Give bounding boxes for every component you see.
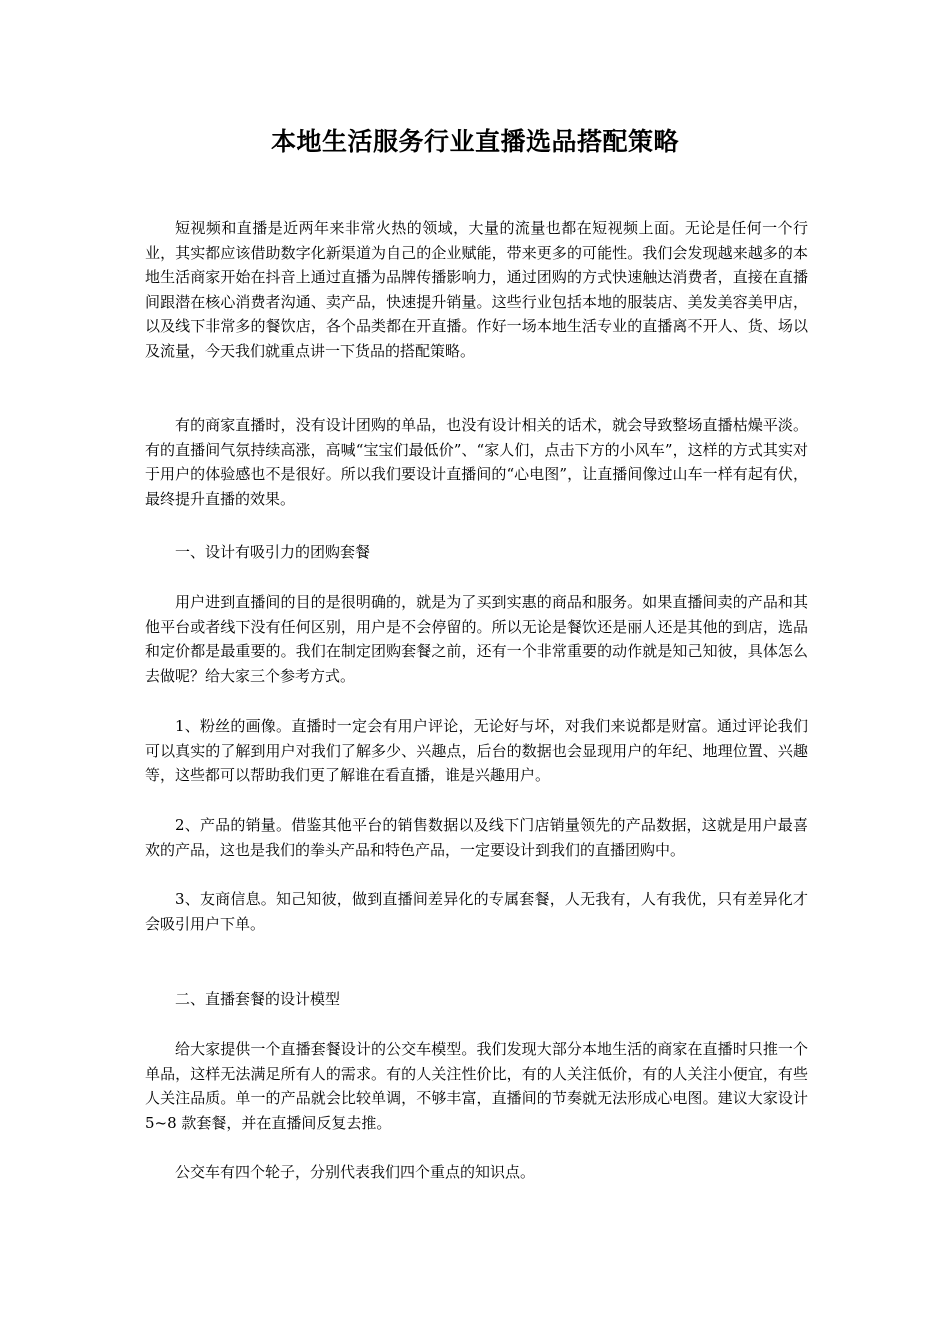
paragraph-problem: 有的商家直播时，没有设计团购的单品，也没有设计相关的话术，就会导致整场直播枯燥平淡。有的直播间气氛持续高涨，高喊“宝宝们最低价”、“家人们，点击下方的小风车”，这样的方式其实对于用户的体验感也不是很好。所以我们要设计直播间的“心电图”，让直播间像过山车一样有起有伏，最终提升直播的效果。 (145, 416, 808, 508)
paragraph-point-3: 3、友商信息。知己知彼，做到直播间差异化的专属套餐，人无我有，人有我优，只有差异化才会吸引用户下单。 (145, 890, 808, 933)
paragraph-section1-intro: 用户进到直播间的目的是很明确的，就是为了买到实惠的商品和服务。如果直播间卖的产品和其他平台或者线下没有任何区别，用户是不会停留的。所以无论是餐饮还是丽人还是其他的到店，选品和定价都是最重要的。我们在制定团购套餐之前，还有一个非常重要的动作就是知己知彼，具体怎么去做呢？给大家三个参考方式。 (145, 593, 808, 685)
paragraph-point-2: 2、产品的销量。借鉴其他平台的销售数据以及线下门店销量领先的产品数据，这就是用户最喜欢的产品，这也是我们的拳头产品和特色产品，一定要设计到我们的直播团购中。 (145, 816, 808, 859)
paragraph-bus-wheels: 公交车有四个轮子，分别代表我们四个重点的知识点。 (175, 1163, 536, 1181)
page-title: 本地生活服务行业直播选品搭配策略 (270, 127, 679, 156)
section-heading-2: 二、直播套餐的设计模型 (175, 990, 341, 1008)
paragraph-point-1: 1、粉丝的画像。直播时一定会有用户评论，无论好与坏，对我们来说都是财富。通过评论我们可以真实的了解到用户对我们了解多少、兴趣点，后台的数据也会显现用户的年纪、地理位置、兴趣等，这些都可以帮助我们更了解谁在看直播，谁是兴趣用户。 (145, 717, 808, 785)
paragraph-section2-intro: 给大家提供一个直播套餐设计的公交车模型。我们发现大部分本地生活的商家在直播时只推一个单品，这样无法满足所有人的需求。有的人关注性价比，有的人关注低价，有的人关注小便宜，有些人关注品质。单一的产品就会比较单调，不够丰富，直播间的节奏就无法形成心电图。建议大家设计 5~8 款套餐，并在直播间反复去推。 (145, 1040, 808, 1132)
paragraph-intro: 短视频和直播是近两年来非常火热的领域，大量的流量也都在短视频上面。无论是任何一个行业，其实都应该借助数字化新渠道为自己的企业赋能，带来更多的可能性。我们会发现越来越多的本地生活商家开始在抖音上通过直播为品牌传播影响力，通过团购的方式快速触达消费者，直接在直播间跟潜在核心消费者沟通、卖产品，快速提升销量。这些行业包括本地的服装店、美发美容美甲店，以及线下非常多的餐饮店，各个品类都在开直播。作好一场本地生活专业的直播离不开人、货、场以及流量，今天我们就重点讲一下货品的搭配策略。 (145, 219, 808, 360)
section-heading-1: 一、设计有吸引力的团购套餐 (175, 543, 371, 561)
